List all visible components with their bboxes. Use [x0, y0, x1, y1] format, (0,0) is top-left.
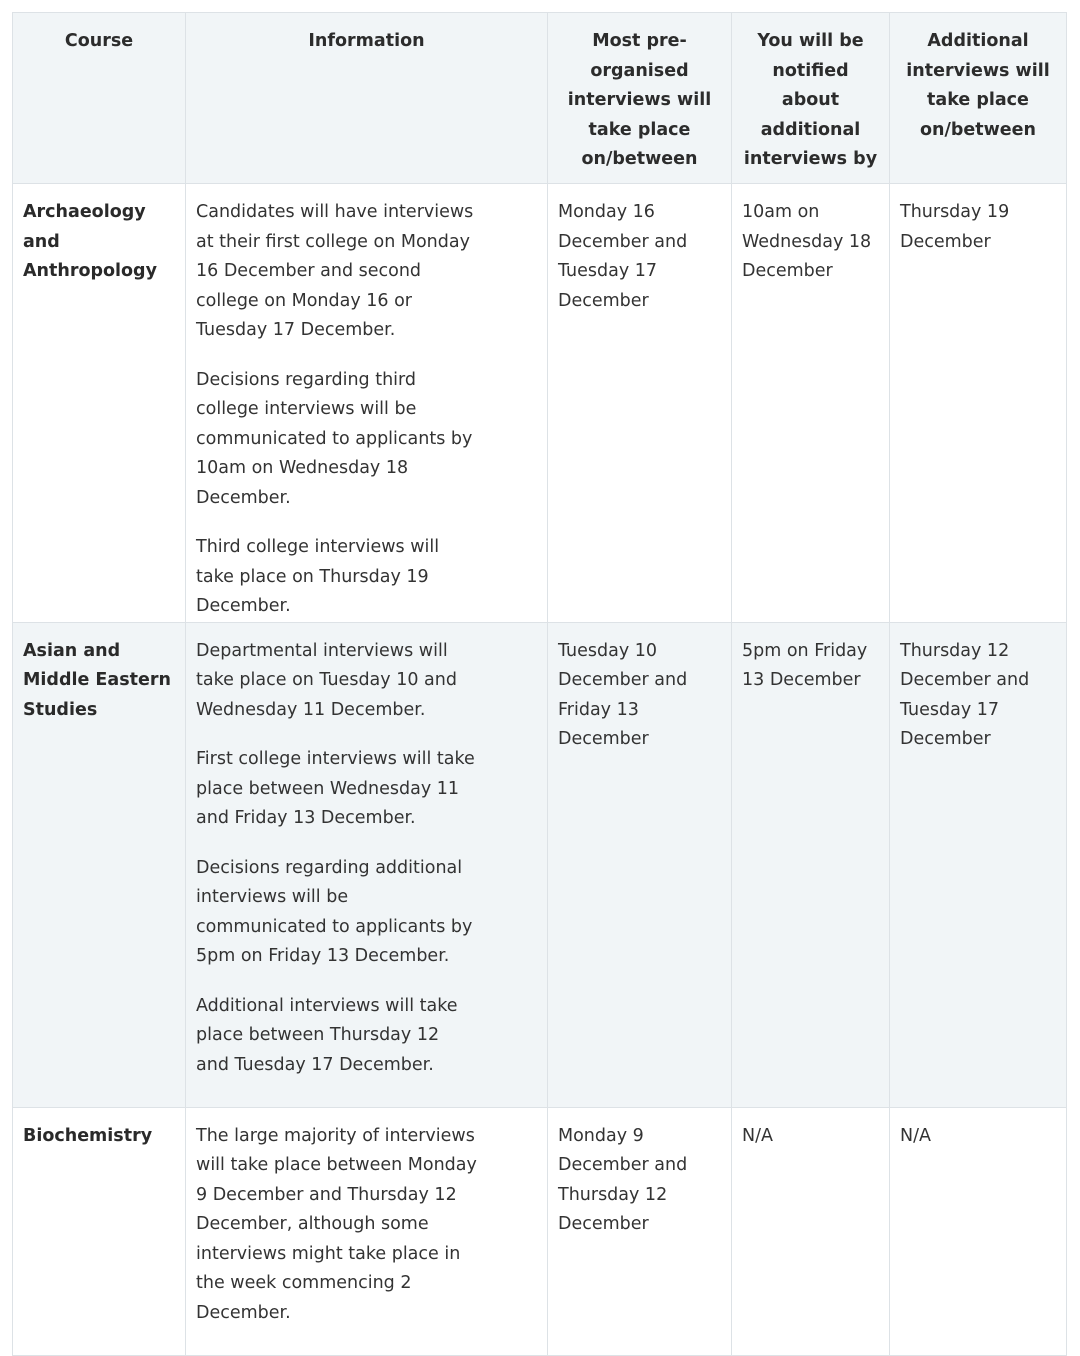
pre-organised-dates: Monday 16 December and Tuesday 17 December	[548, 184, 732, 623]
additional-interview-dates: Thursday 19 December	[890, 184, 1067, 623]
information-paragraph: Additional interviews will take place between Thursday 12 and Tuesday 17 December.	[196, 995, 458, 1075]
course-information	[186, 622, 548, 1107]
course-name: Archaeology and Anthropology	[13, 184, 186, 623]
pre-organised-dates: Monday 9 December and Thursday 12 December	[548, 1107, 732, 1355]
table-row	[13, 1107, 1067, 1355]
course-information	[186, 184, 548, 623]
table-row	[13, 184, 1067, 623]
information-paragraph: Third college interviews will take place on Thursday 19 December.	[196, 537, 440, 616]
course-name: Asian and Middle Eastern Studies	[13, 622, 186, 1107]
course-information	[186, 1107, 548, 1355]
header-additional-interviews: Additional interviews will take place on/between	[890, 13, 1067, 184]
information-paragraph: The large majority of interviews will take place between Monday 9 December and Thursday 12 December, although some interviews might take place in the week commencing 2 December.	[196, 1125, 477, 1323]
notification-deadline: N/A	[732, 1107, 890, 1355]
information-paragraph: First college interviews will take place between Wednesday 11 and Friday 13 December.	[196, 749, 475, 828]
course-name: Biochemistry	[13, 1107, 186, 1355]
additional-interview-dates: N/A	[890, 1107, 1067, 1355]
interview-dates-table	[12, 12, 1067, 1356]
header-information: Information	[186, 13, 548, 184]
notification-deadline: 10am on Wednesday 18 December	[732, 184, 890, 623]
information-paragraph: Decisions regarding additional interviews will be communicated to applicants by 5pm on Friday 13 December.	[196, 857, 473, 966]
table-row	[13, 622, 1067, 1107]
header-course: Course	[13, 13, 186, 184]
interview-schedule	[12, 12, 1067, 1356]
header-pre-organised-interviews: Most pre-organised interviews will take place on/between	[548, 13, 732, 184]
notification-deadline: 5pm on Friday 13 December	[732, 622, 890, 1107]
table-header-row	[13, 13, 1067, 184]
additional-interview-dates: Thursday 12 December and Tuesday 17 December	[890, 622, 1067, 1107]
header-notification-deadline: You will be notified about additional interviews by	[732, 13, 890, 184]
information-paragraph: Departmental interviews will take place on Tuesday 10 and Wednesday 11 December.	[196, 640, 457, 720]
information-paragraph: Candidates will have interviews at their first college on Monday 16 December and second college on Monday 16 or Tuesday 17 December.	[196, 202, 474, 340]
pre-organised-dates: Tuesday 10 December and Friday 13 December	[548, 622, 732, 1107]
information-paragraph: Decisions regarding third college interviews will be communicated to applicants by 10am on Wednesday 18 December.	[196, 369, 473, 508]
